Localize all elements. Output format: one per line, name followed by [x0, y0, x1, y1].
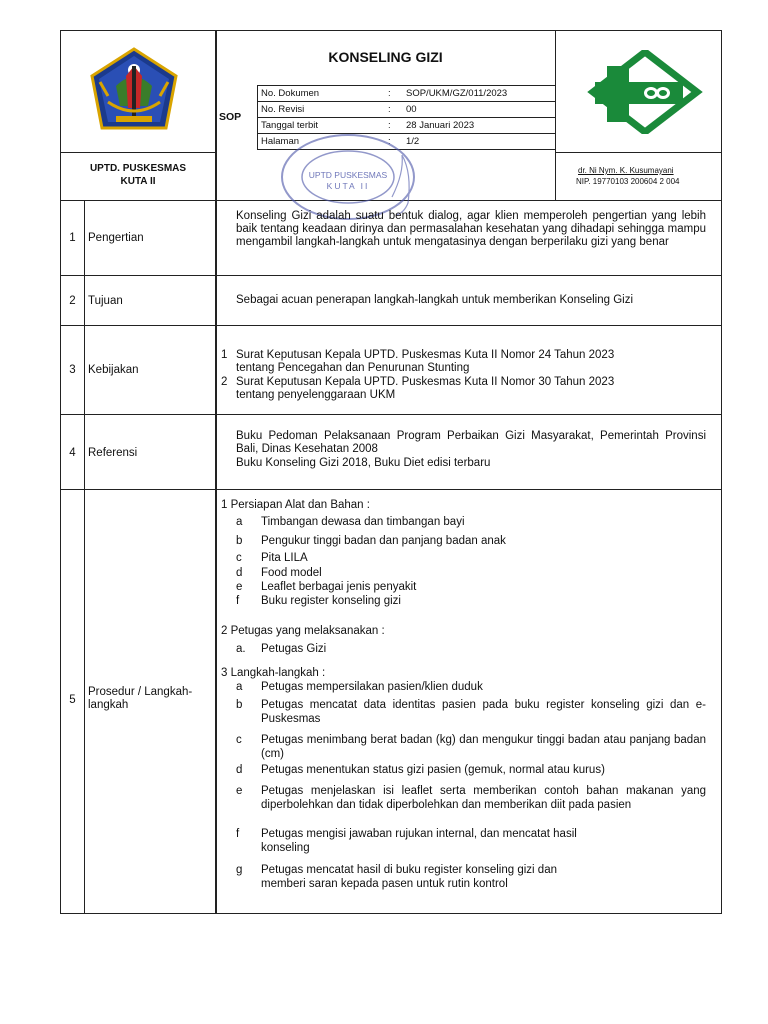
list-key: a: [236, 516, 243, 528]
list-key: a: [236, 681, 243, 693]
org-name-line1: UPTD. PUSKESMAS: [89, 163, 187, 174]
list-number: 1: [221, 349, 228, 361]
field-sep: :: [388, 136, 391, 147]
row-label-pengertian: Pengertian: [88, 232, 144, 244]
field-sep: :: [388, 120, 391, 131]
field-sep: :: [388, 88, 391, 99]
sop-label: SOP: [219, 111, 242, 123]
document-title: KONSELING GIZI: [328, 49, 443, 65]
list-key: d: [236, 764, 243, 776]
field-label-issue-date: Tanggal terbit: [261, 120, 319, 131]
list-item: Petugas mempersilakan pasien/klien duduk: [261, 681, 483, 693]
list-number: 2: [221, 376, 228, 388]
reference-text-2: Buku Konseling Gizi 2018, Buku Diet edisi terbaru: [236, 457, 491, 469]
field-value-page: 1/2: [406, 136, 420, 147]
list-item: Petugas menentukan status gizi pasien (gemuk, normal atau kurus): [261, 764, 605, 776]
list-item: Petugas mengisi jawaban rujukan internal, dan mencatat hasil: [261, 828, 577, 840]
signer-nip: NIP. 19770103 200604 2 004: [576, 177, 680, 186]
row-text-pengertian: Konseling Gizi adalah suatu bentuk dialog, agar klien memperoleh pengertian yang lebih baik tentang keadaan dirinya dan permasalahan kesehatan yang dihadapi sehingga mampu mengambil langkah-langkah untuk mengatasinya dengan berperilaku gizi yang benar: [236, 210, 706, 248]
list-item: Leaflet berbagai jenis penyakit: [261, 581, 417, 593]
row-number: 4: [69, 447, 76, 459]
list-item: Petugas menimbang berat badan (kg) dan mengukur tinggi badan atau panjang badan (cm): [261, 734, 706, 760]
list-item: Food model: [261, 567, 322, 579]
row-label-prosedur-line2: langkah: [88, 699, 129, 711]
list-item-cont: konseling: [261, 842, 310, 854]
list-key: e: [236, 581, 243, 593]
list-key: c: [236, 734, 242, 746]
row-text-tujuan: Sebagai acuan penerapan langkah-langkah untuk memberikan Konseling Gizi: [236, 294, 634, 306]
list-item: Petugas menjelaskan isi leaflet serta memberikan contoh bahan makanan yang diperbolehkan dan tidak diperbolehkan dan memberikan diit pada pasien: [261, 785, 706, 811]
list-key: a.: [236, 643, 246, 655]
section-title-steps: 3 Langkah-langkah :: [221, 667, 326, 679]
list-key: d: [236, 567, 243, 579]
list-key: g: [236, 864, 243, 876]
list-item: Pengukur tinggi badan dan panjang badan anak: [261, 535, 506, 547]
reference-text-1: Buku Pedoman Pelaksanaan Program Perbaikan Gizi Masyarakat, Pemerintah Provinsi Bali, Dinas Kesehatan 2008: [236, 430, 706, 455]
policy-item-line2: tentang penyelenggaraan UKM: [236, 389, 396, 401]
list-item: Timbangan dewasa dan timbangan bayi: [261, 516, 465, 528]
list-item: Petugas Gizi: [261, 643, 327, 655]
field-label-doc-no: No. Dokumen: [261, 88, 320, 99]
signer-name: dr. Ni Nym. K. Kusumayani: [578, 166, 674, 175]
list-item-cont: memberi saran kepada pasen untuk rutin kontrol: [261, 878, 508, 890]
org-name-line2: KUTA II: [120, 176, 156, 187]
policy-item-line1: Surat Keputusan Kepala UPTD. Puskesmas Kuta II Nomor 30 Tahun 2023: [236, 376, 615, 388]
row-number: 1: [69, 232, 76, 244]
stamp-center-line2: KUTA II: [326, 181, 370, 191]
field-value-revision: 00: [406, 104, 417, 115]
row-label-tujuan: Tujuan: [88, 295, 123, 307]
list-key: b: [236, 535, 243, 547]
list-key: f: [236, 828, 240, 840]
field-sep: :: [388, 104, 391, 115]
section-title-preparation: 1 Persiapan Alat dan Bahan :: [221, 499, 370, 511]
field-value-doc-no: SOP/UKM/GZ/011/2023: [406, 88, 508, 99]
field-label-page: Halaman: [261, 136, 300, 147]
list-item: Buku register konseling gizi: [261, 595, 401, 607]
policy-item-line1: Surat Keputusan Kepala UPTD. Puskesmas Kuta II Nomor 24 Tahun 2023: [236, 349, 615, 361]
row-label-kebijakan: Kebijakan: [88, 364, 139, 376]
list-item: Petugas mencatat data identitas pasien pada buku register konseling gizi dan e-Puskesmas: [261, 699, 706, 725]
badung-emblem-logo: [86, 46, 182, 134]
list-key: f: [236, 595, 240, 607]
stamp-center-line1: UPTD PUSKESMAS: [308, 170, 388, 180]
field-label-revision: No. Revisi: [261, 104, 305, 115]
row-label-prosedur-line1: Prosedur / Langkah-: [88, 686, 193, 698]
list-key: c: [236, 552, 242, 564]
section-title-staff: 2 Petugas yang melaksanakan :: [221, 625, 385, 637]
row-number: 5: [69, 694, 76, 706]
field-value-issue-date: 28 Januari 2023: [406, 120, 475, 131]
policy-item-line2: tentang Pencegahan dan Penurunan Stunting: [236, 362, 470, 374]
row-label-referensi: Referensi: [88, 447, 138, 459]
puskesmas-logo: [587, 50, 703, 134]
row-number: 2: [69, 295, 76, 307]
list-key: e: [236, 785, 243, 797]
list-item: Pita LILA: [261, 552, 308, 564]
list-key: b: [236, 699, 243, 711]
row-number: 3: [69, 364, 76, 376]
list-item: Petugas mencatat hasil di buku register konseling gizi dan: [261, 864, 557, 876]
